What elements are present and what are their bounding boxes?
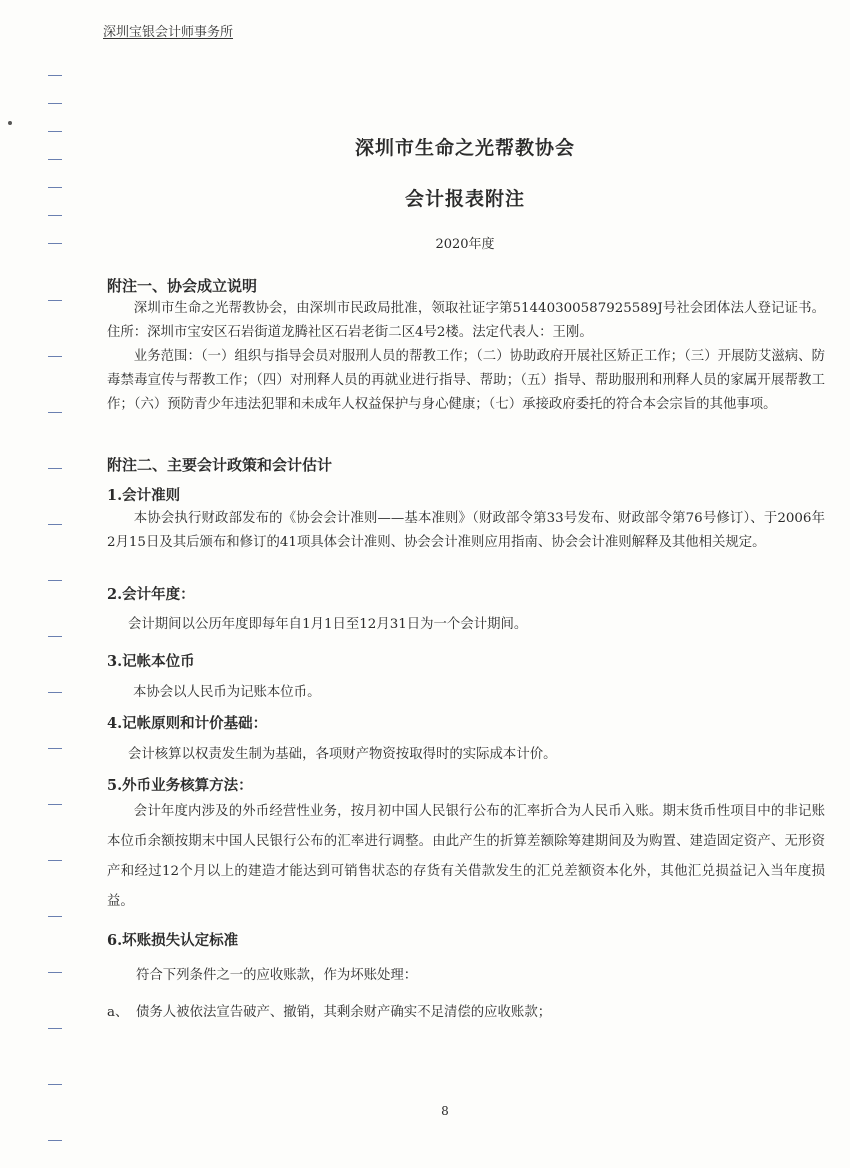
- binding-mark: [48, 1084, 62, 1085]
- binding-mark: [48, 215, 62, 216]
- section2-heading: 2.会计年度：: [107, 586, 195, 603]
- note1-heading: 附注一、协会成立说明: [107, 277, 258, 295]
- note2-heading: 附注二、主要会计政策和会计估计: [107, 456, 333, 474]
- section1-text: 本协会执行财政部发布的《协会会计准则——基本准则》（财政部令第33号发布、财政部令第76号修订）、于2006年2月15日及其后颁布和修订的41项具体会计准则、协会会计准则应用指南、协会会计准则解释及其他相关规定。: [107, 511, 825, 550]
- binding-mark: [48, 748, 62, 749]
- section3-heading: 3.记帐本位币: [107, 653, 195, 670]
- binding-mark: [48, 131, 62, 132]
- binding-mark: [48, 1028, 62, 1029]
- binding-mark: [48, 103, 62, 104]
- binding-mark: [48, 524, 62, 525]
- section1-heading: 1.会计准则: [107, 487, 181, 504]
- firm-header: 深圳宝银会计师事务所: [103, 25, 234, 40]
- section6-item-a-marker: a、: [107, 1005, 129, 1020]
- note1-paragraph-business-scope: 业务范围：（一）组织与指导会员对服刑人员的帮教工作；（二）协助政府开展社区矫正工作；（三）开展防艾滋病、防毒禁毒宣传与帮教工作；（四）对刑释人员的再就业进行指导、帮助；（五）指导、帮助服刑和刑释人员的家属开展帮教工作；（六）预防青少年违法犯罪和未成年人权益保护与身心健康；（七）承接政府委托的符合本会宗旨的其他事项。: [107, 349, 825, 412]
- binding-mark: [48, 860, 62, 861]
- binding-mark: [48, 580, 62, 581]
- binding-mark: [48, 636, 62, 637]
- document-title: 会计报表附注: [404, 188, 525, 210]
- binding-mark: [48, 972, 62, 973]
- binding-mark: [48, 356, 62, 357]
- binding-margin-marks: [0, 0, 70, 1168]
- section6-item-a-text: 债务人被依法宣告破产、撤销，其剩余财产确实不足清偿的应收账款；: [136, 1005, 552, 1020]
- section5-text: 会计年度内涉及的外币经营性业务，按月初中国人民银行公布的汇率折合为人民币入账。期末货币性项目中的非记账本位币余额按期末中国人民银行公布的汇率进行调整。由此产生的折算差额除筹建期间及为购置、建造固定资产、无形资产和经过12个月以上的建造才能达到可销售状态的存货有关借款发生的汇兑差额资本化外，其他汇兑损益记入当年度损益。: [107, 804, 825, 909]
- binding-mark: [48, 468, 62, 469]
- section5-heading: 5.外币业务核算方法：: [107, 777, 253, 794]
- binding-mark: [48, 75, 62, 76]
- binding-mark: [48, 412, 62, 413]
- scan-speck: [8, 121, 12, 125]
- section2-text: 会计期间以公历年度即每年自1月1日至12月31日为一个会计期间。: [128, 617, 528, 632]
- report-year: 2020年度: [435, 237, 495, 252]
- section3-text: 本协会以人民币为记账本位币。: [133, 685, 321, 700]
- page-number: 8: [441, 1104, 449, 1118]
- binding-mark: [48, 300, 62, 301]
- binding-mark: [48, 916, 62, 917]
- section4-text: 会计核算以权责发生制为基础，各项财产物资按取得时的实际成本计价。: [128, 747, 557, 762]
- section4-heading: 4.记帐原则和计价基础：: [107, 715, 268, 732]
- binding-mark: [48, 1140, 62, 1141]
- section6-text: 符合下列条件之一的应收账款，作为坏账处理：: [136, 968, 418, 983]
- binding-mark: [48, 692, 62, 693]
- binding-mark: [48, 804, 62, 805]
- section6-heading: 6.坏账损失认定标准: [107, 932, 239, 949]
- note1-paragraph-registration: 深圳市生命之光帮教协会，由深圳市民政局批准，领取社证字第51440300587925589J号社会团体法人登记证书。住所：深圳市宝安区石岩街道龙腾社区石岩老街二区4号2楼。法定代表人：王刚。: [107, 301, 825, 340]
- org-title: 深圳市生命之光帮教协会: [354, 137, 575, 159]
